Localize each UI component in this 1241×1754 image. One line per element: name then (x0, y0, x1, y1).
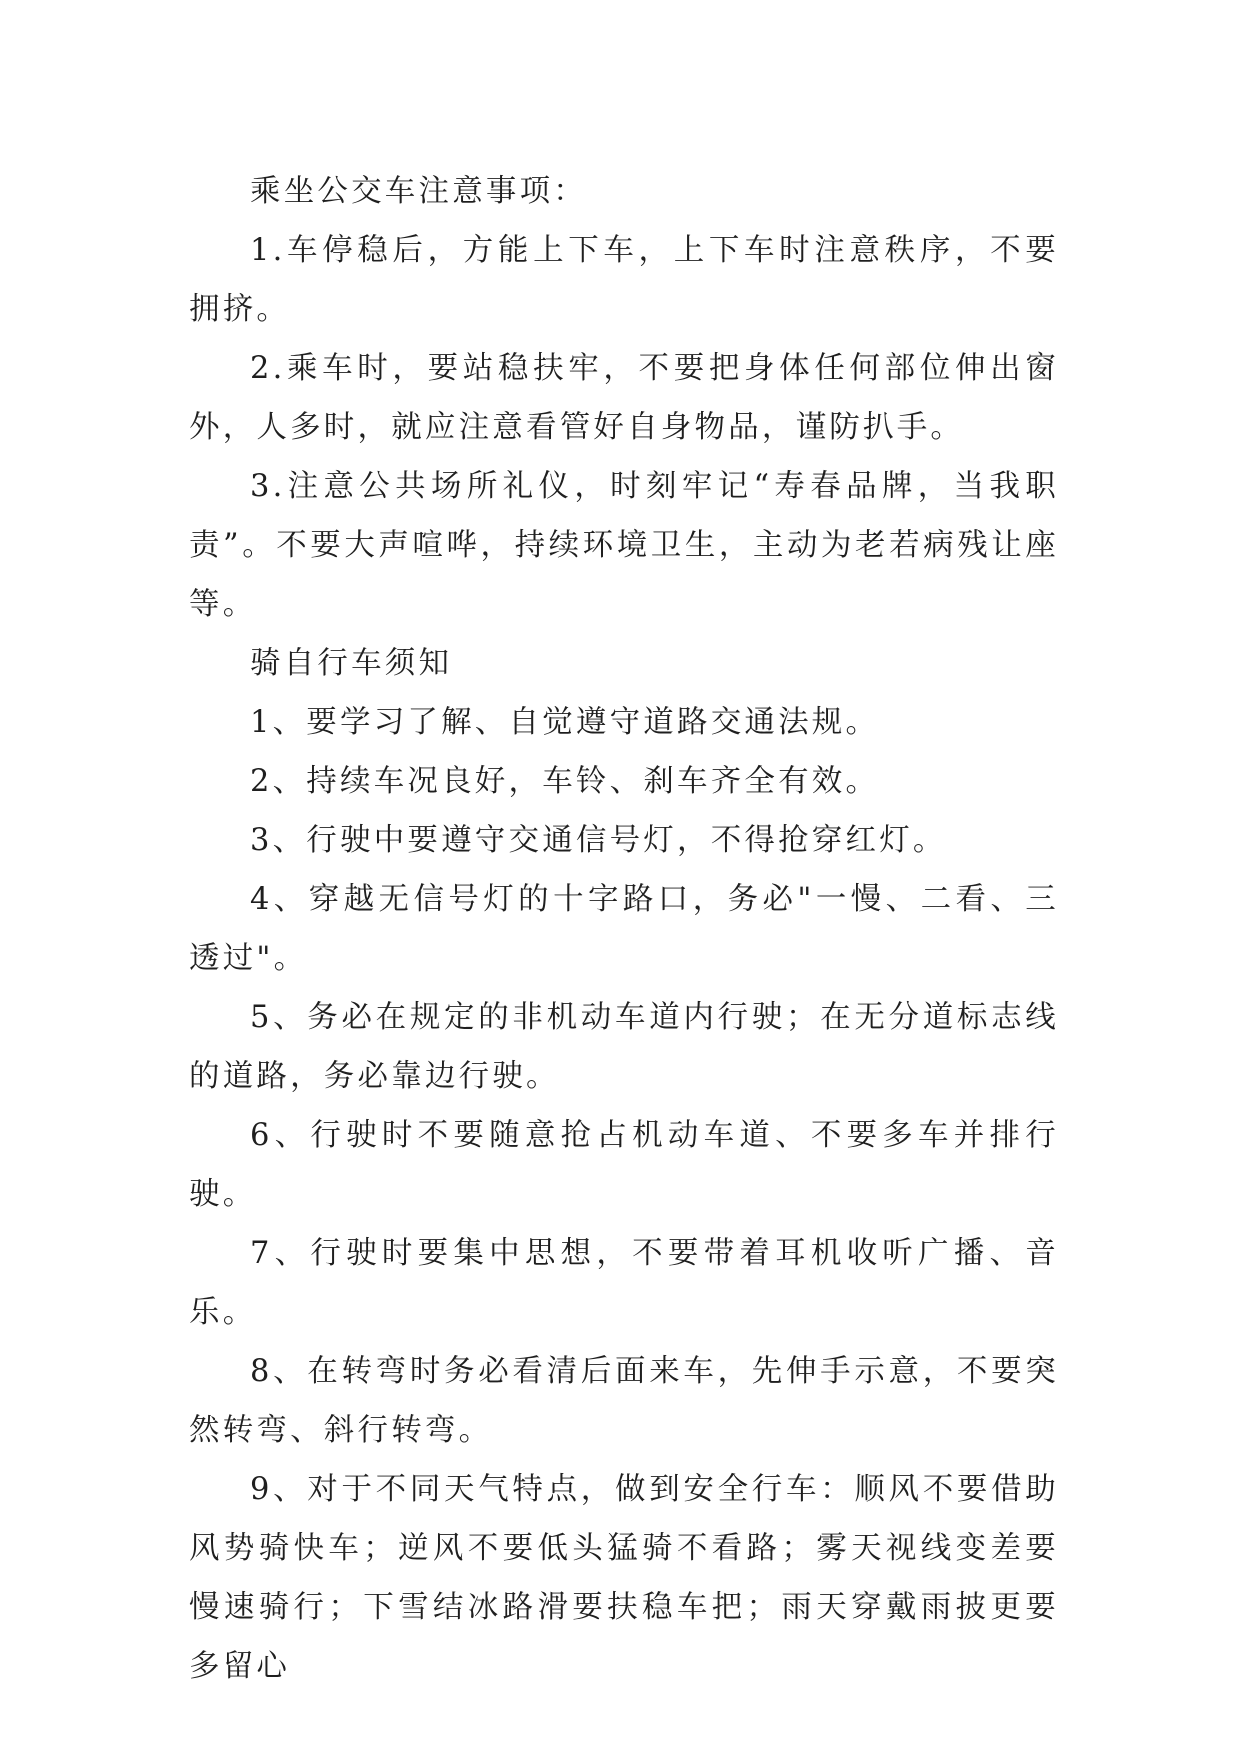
section-heading-bicycle: 骑自行车须知 (250, 646, 453, 681)
bicycle-item-7: 7、行驶时要集中思想，不要带着耳机收听广播、音乐。 (189, 1236, 1059, 1330)
bus-item-2: 2.乘车时，要站稳扶牢，不要把身体任何部位伸出窗外，人多时，就应注意看管好自身物品，谨防扒手。 (189, 351, 1059, 445)
bicycle-item-1: 1、要学习了解、自觉遵守道路交通法规。 (250, 705, 880, 740)
bicycle-item-6: 6、行驶时不要随意抢占机动车道、不要多车并排行驶。 (189, 1118, 1059, 1212)
section-heading-bus: 乘坐公交车注意事项： (250, 174, 587, 209)
bus-item-1: 1.车停稳后，方能上下车，上下车时注意秩序，不要拥挤。 (189, 233, 1059, 327)
bus-item-3: 3.注意公共场所礼仪，时刻牢记“寿春品牌，当我职责”。不要大声喧哗，持续环境卫生，主动为老若病残让座等。 (189, 469, 1059, 622)
bicycle-item-9: 9、对于不同天气特点，做到安全行车：顺风不要借助风势骑快车；逆风不要低头猛骑不看路；雾天视线变差要慢速骑行；下雪结冰路滑要扶稳车把；雨天穿戴雨披更要多留心 (189, 1472, 1059, 1684)
bicycle-item-5: 5、务必在规定的非机动车道内行驶；在无分道标志线的道路，务必靠边行驶。 (189, 1000, 1059, 1094)
bicycle-item-8: 8、在转弯时务必看清后面来车，先伸手示意，不要突然转弯、斜行转弯。 (189, 1354, 1059, 1448)
document-body (189, 162, 1059, 1696)
bicycle-item-2: 2、持续车况良好，车铃、刹车齐全有效。 (250, 764, 880, 799)
bicycle-item-4: 4、穿越无信号灯的十字路口，务必"一慢、二看、三透过"。 (189, 882, 1059, 976)
bicycle-item-3: 3、行驶中要遵守交通信号灯，不得抢穿红灯。 (250, 823, 947, 858)
